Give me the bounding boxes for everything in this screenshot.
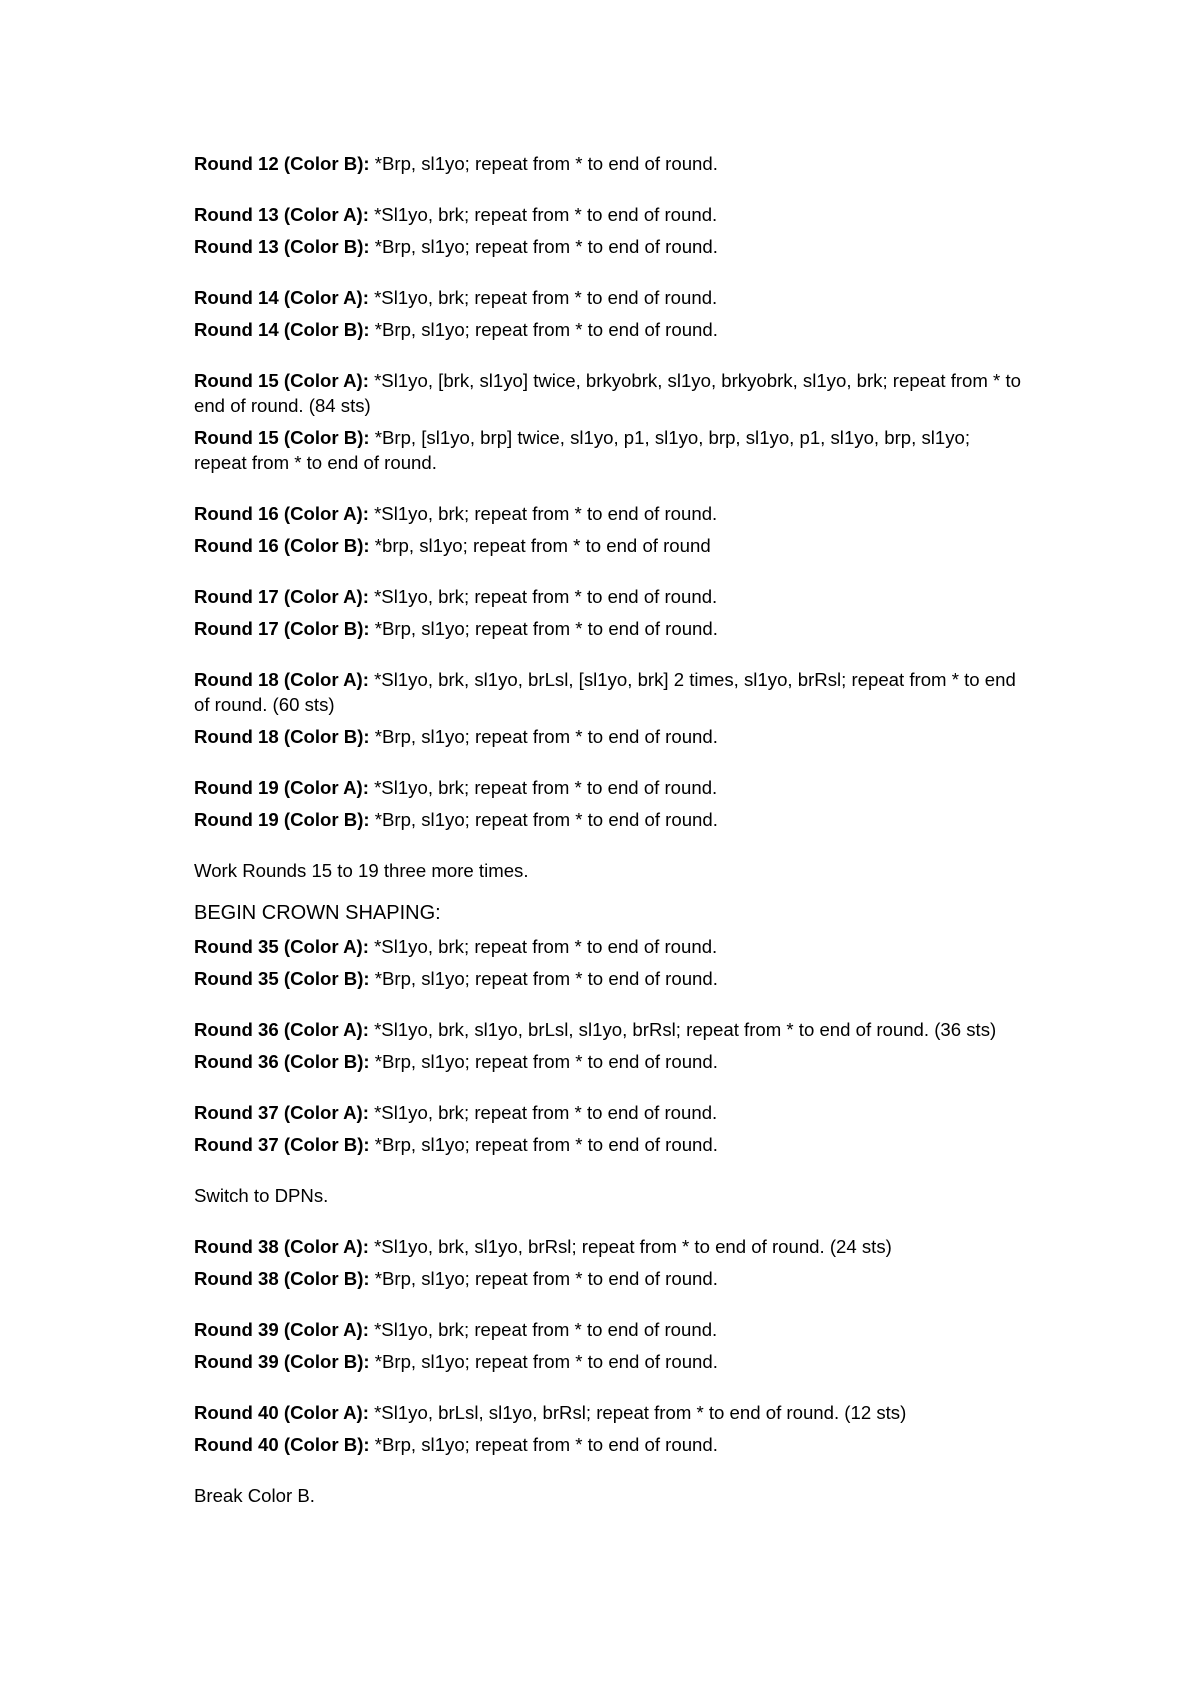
round-instruction: *Sl1yo, brk; repeat from * to end of round. bbox=[368, 287, 718, 308]
round-instruction: *Brp, sl1yo; repeat from * to end of round. bbox=[369, 968, 718, 989]
round-instruction: *Brp, sl1yo; repeat from * to end of round. bbox=[369, 319, 718, 340]
round-13-color-b bbox=[194, 234, 1024, 259]
round-instruction: *brp, sl1yo; repeat from * to end of round bbox=[369, 535, 711, 556]
round-instruction: *Brp, [sl1yo, brp] twice, sl1yo, p1, sl1yo, brp, sl1yo, p1, sl1yo, brp, sl1yo; repeat from * to end of round. bbox=[194, 427, 971, 473]
round-instruction: *Brp, sl1yo; repeat from * to end of round. bbox=[369, 726, 718, 747]
round-instruction: *Sl1yo, brk; repeat from * to end of round. bbox=[368, 936, 718, 957]
round-label: Round 37 (Color A): bbox=[194, 1102, 369, 1123]
round-instruction: *Brp, sl1yo; repeat from * to end of round. bbox=[369, 809, 718, 830]
round-label: Round 39 (Color B): bbox=[194, 1351, 370, 1372]
round-label: Round 13 (Color A): bbox=[194, 204, 369, 225]
round-35-color-a bbox=[194, 934, 1024, 959]
round-label: Round 38 (Color A): bbox=[194, 1236, 369, 1257]
round-40-color-a bbox=[194, 1400, 1024, 1425]
round-label: Round 13 (Color B): bbox=[194, 236, 370, 257]
round-instruction: *Sl1yo, brk; repeat from * to end of round. bbox=[368, 586, 718, 607]
round-label: Round 18 (Color B): bbox=[194, 726, 370, 747]
round-label: Round 17 (Color A): bbox=[194, 586, 369, 607]
round-19-color-b bbox=[194, 807, 1024, 832]
round-39-color-a bbox=[194, 1317, 1024, 1342]
round-label: Round 36 (Color A): bbox=[194, 1019, 369, 1040]
round-instruction: *Brp, sl1yo; repeat from * to end of round. bbox=[369, 1351, 718, 1372]
repeat-note: Work Rounds 15 to 19 three more times. bbox=[194, 860, 529, 881]
round-36-color-b bbox=[194, 1049, 1024, 1074]
round-19-color-a bbox=[194, 775, 1024, 800]
round-label: Round 37 (Color B): bbox=[194, 1134, 370, 1155]
round-instruction: *Sl1yo, [brk, sl1yo] twice, brkyobrk, sl1yo, brkyobrk, sl1yo, brk; repeat from * to end of round. (84 sts) bbox=[194, 370, 1021, 416]
round-instruction: *Sl1yo, brk; repeat from * to end of round. bbox=[368, 503, 718, 524]
break-note: Break Color B. bbox=[194, 1485, 315, 1506]
pattern-page bbox=[194, 151, 1024, 1508]
round-instruction: *Brp, sl1yo; repeat from * to end of round. bbox=[369, 1051, 718, 1072]
round-instruction: *Sl1yo, brk; repeat from * to end of round. bbox=[368, 204, 718, 225]
round-label: Round 18 (Color A): bbox=[194, 669, 369, 690]
round-38-color-b bbox=[194, 1266, 1024, 1291]
round-37-color-a bbox=[194, 1100, 1024, 1125]
round-label: Round 12 (Color B): bbox=[194, 153, 370, 174]
round-39-color-b bbox=[194, 1349, 1024, 1374]
round-instruction: *Brp, sl1yo; repeat from * to end of round. bbox=[369, 1434, 718, 1455]
round-16-color-b bbox=[194, 533, 1024, 558]
round-14-color-b bbox=[194, 317, 1024, 342]
round-label: Round 38 (Color B): bbox=[194, 1268, 370, 1289]
round-40-color-b bbox=[194, 1432, 1024, 1457]
round-18-color-a bbox=[194, 667, 1024, 717]
round-15-color-a bbox=[194, 368, 1024, 418]
round-label: Round 35 (Color A): bbox=[194, 936, 369, 957]
round-instruction: *Sl1yo, brk, sl1yo, brLsl, sl1yo, brRsl; repeat from * to end of round. (36 sts) bbox=[368, 1019, 997, 1040]
round-15-color-b bbox=[194, 425, 1024, 475]
round-instruction: *Sl1yo, brk; repeat from * to end of round. bbox=[368, 1102, 718, 1123]
round-38-color-a bbox=[194, 1234, 1024, 1259]
round-label: Round 16 (Color A): bbox=[194, 503, 369, 524]
round-instruction: *Brp, sl1yo; repeat from * to end of round. bbox=[369, 618, 718, 639]
round-label: Round 40 (Color A): bbox=[194, 1402, 369, 1423]
round-instruction: *Sl1yo, brk, sl1yo, brLsl, [sl1yo, brk] 2 times, sl1yo, brRsl; repeat from * to end of round. (60 sts) bbox=[194, 669, 1016, 715]
round-label: Round 36 (Color B): bbox=[194, 1051, 370, 1072]
round-instruction: *Sl1yo, brLsl, sl1yo, brRsl; repeat from * to end of round. (12 sts) bbox=[368, 1402, 907, 1423]
dpns-note: Switch to DPNs. bbox=[194, 1185, 329, 1206]
round-label: Round 39 (Color A): bbox=[194, 1319, 369, 1340]
round-label: Round 19 (Color A): bbox=[194, 777, 369, 798]
round-label: Round 40 (Color B): bbox=[194, 1434, 370, 1455]
round-instruction: *Brp, sl1yo; repeat from * to end of round. bbox=[369, 153, 718, 174]
crown-shaping-heading: BEGIN CROWN SHAPING: bbox=[194, 902, 441, 924]
round-label: Round 14 (Color B): bbox=[194, 319, 370, 340]
round-label: Round 17 (Color B): bbox=[194, 618, 370, 639]
round-instruction: *Sl1yo, brk; repeat from * to end of round. bbox=[368, 777, 718, 798]
round-label: Round 19 (Color B): bbox=[194, 809, 370, 830]
round-37-color-b bbox=[194, 1132, 1024, 1157]
round-35-color-b bbox=[194, 966, 1024, 991]
round-instruction: *Brp, sl1yo; repeat from * to end of round. bbox=[369, 236, 718, 257]
round-18-color-b bbox=[194, 724, 1024, 749]
round-16-color-a bbox=[194, 501, 1024, 526]
round-13-color-a bbox=[194, 202, 1024, 227]
round-14-color-a bbox=[194, 285, 1024, 310]
round-label: Round 15 (Color A): bbox=[194, 370, 369, 391]
round-label: Round 15 (Color B): bbox=[194, 427, 370, 448]
round-instruction: *Sl1yo, brk; repeat from * to end of round. bbox=[368, 1319, 718, 1340]
round-label: Round 14 (Color A): bbox=[194, 287, 369, 308]
round-36-color-a bbox=[194, 1017, 1024, 1042]
round-17-color-b bbox=[194, 616, 1024, 641]
round-label: Round 16 (Color B): bbox=[194, 535, 370, 556]
round-label: Round 35 (Color B): bbox=[194, 968, 370, 989]
round-17-color-a bbox=[194, 584, 1024, 609]
round-instruction: *Brp, sl1yo; repeat from * to end of round. bbox=[369, 1268, 718, 1289]
round-instruction: *Brp, sl1yo; repeat from * to end of round. bbox=[369, 1134, 718, 1155]
round-12-color-b bbox=[194, 151, 1024, 176]
round-instruction: *Sl1yo, brk, sl1yo, brRsl; repeat from * to end of round. (24 sts) bbox=[368, 1236, 892, 1257]
